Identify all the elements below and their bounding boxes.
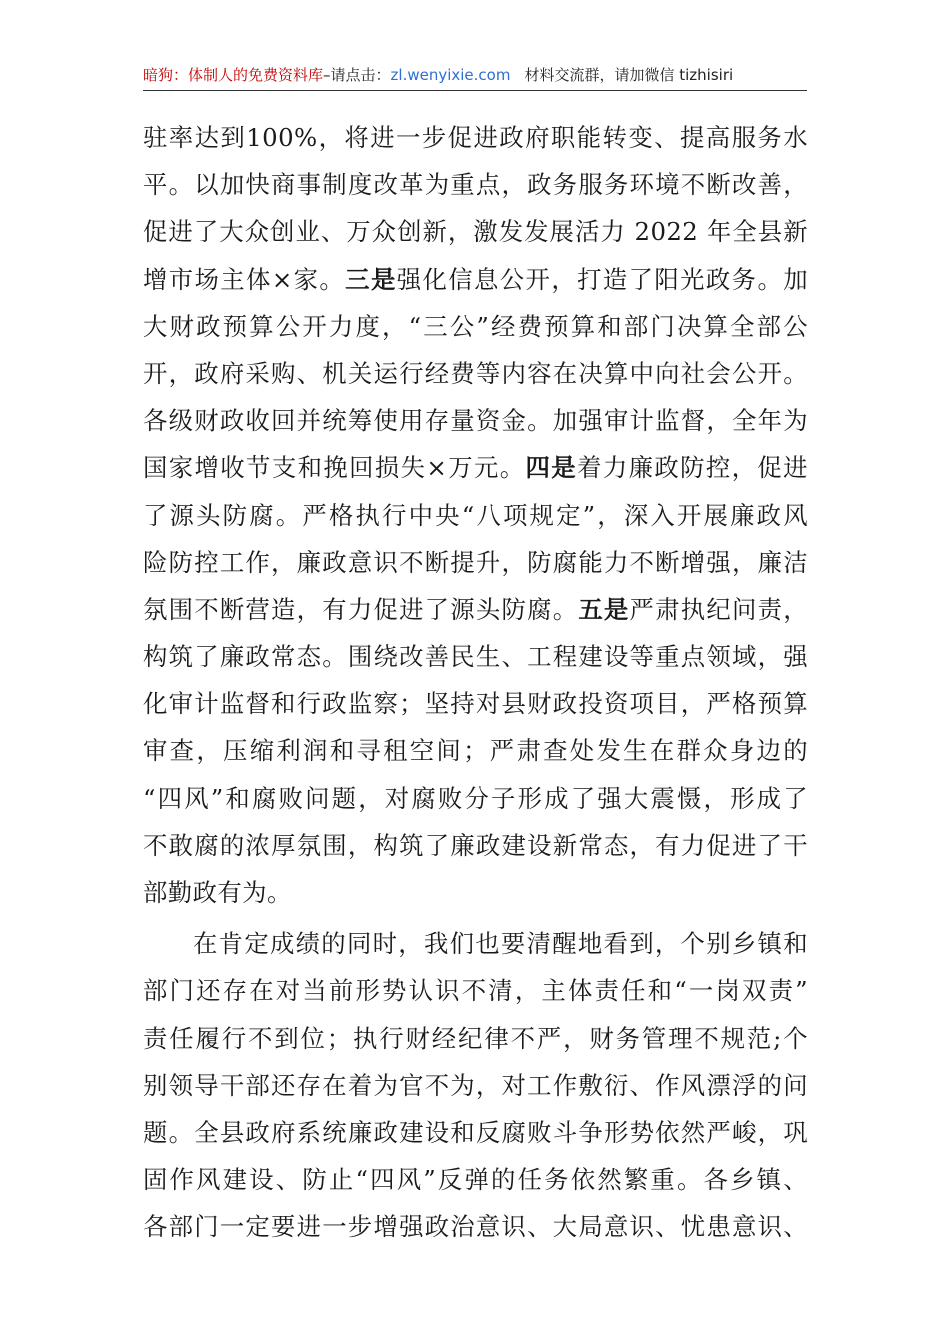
text-line: 险防控工作，廉政意识不断提升，防腐能力不断增强，廉洁 (143, 547, 808, 577)
text-line: 开，政府采购、机关运行经费等内容在决算中向社会公开。 (143, 358, 808, 388)
text-line: 部门还存在对当前形势认识不清，主体责任和“一岗双责” (143, 976, 808, 1006)
text-line: 增市场主体×家。三是强化信息公开，打造了阳光政务。加 (143, 264, 808, 294)
document-body (143, 114, 808, 1251)
bold-marker: 五是 (578, 594, 630, 624)
text-line: 各级财政收回并统筹使用存量资金。加强审计监督，全年为 (143, 406, 808, 436)
text-line: 驻率达到100%，将进一步促进政府职能转变、提高服务水 (143, 123, 808, 152)
text-line: 国家增收节支和挽回损失×万元。四是着力廉政防控，促进 (143, 453, 808, 483)
text-line: 部勤政有为。 (143, 878, 292, 907)
text-line: 各部门一定要进一步增强政治意识、大局意识、忧患意识、 (143, 1212, 808, 1242)
paragraph-2 (143, 920, 808, 1250)
header-site-label: 暗狗：体制人的免费资料库 (143, 66, 324, 84)
text-line: 大财政预算公开力度，“三公”经费预算和部门决算全部公 (143, 311, 808, 341)
text-line: 在肯定成绩的同时，我们也要清醒地看到，个别乡镇和 (193, 929, 808, 959)
text-line: 促进了大众创业、万众创新，激发发展活力 2022 年全县新 (143, 217, 808, 247)
text-line: 氛围不断营造，有力促进了源头防腐。五是严肃执纪问责， (143, 594, 808, 624)
text-line: 责任履行不到位；执行财经纪律不严，财务管理不规范;个 (143, 1023, 808, 1053)
page-header (143, 64, 807, 91)
text-line: 固作风建设、防止“四风”反弹的任务依然繁重。各乡镇、 (143, 1165, 808, 1195)
text-line: 构筑了廉政常态。围绕改善民生、工程建设等重点领域，强 (143, 642, 808, 672)
paragraph-1 (143, 114, 808, 916)
text-line: 题。全县政府系统廉政建设和反腐败斗争形势依然严峻，巩 (143, 1117, 808, 1147)
text-line: 了源头防腐。严格执行中央“八项规定”，深入开展廉政风 (143, 500, 808, 530)
bold-marker: 三是 (345, 264, 397, 294)
text-line: 别领导干部还存在着为官不为，对工作敷衍、作风漂浮的问 (143, 1070, 808, 1100)
text-line: 审查，压缩利润和寻租空间；严肃查处发生在群众身边的 (143, 736, 808, 766)
header-url-link[interactable]: zl.wenyixie.com (390, 66, 511, 84)
bold-marker: 四是 (525, 453, 578, 483)
text-line: 不敢腐的浓厚氛围，构筑了廉政建设新常态，有力促进了干 (143, 830, 808, 860)
header-click-label: –请点击： (323, 66, 391, 84)
header-group-label: 材料交流群，请加微信 tizhisiri (524, 66, 734, 84)
text-line: 平。以加快商事制度改革为重点，政务服务环境不断改善， (143, 170, 808, 200)
text-line: 化审计监督和行政监察；坚持对县财政投资项目，严格预算 (143, 689, 808, 719)
text-line: “四风”和腐败问题，对腐败分子形成了强大震慑，形成了 (143, 783, 808, 813)
